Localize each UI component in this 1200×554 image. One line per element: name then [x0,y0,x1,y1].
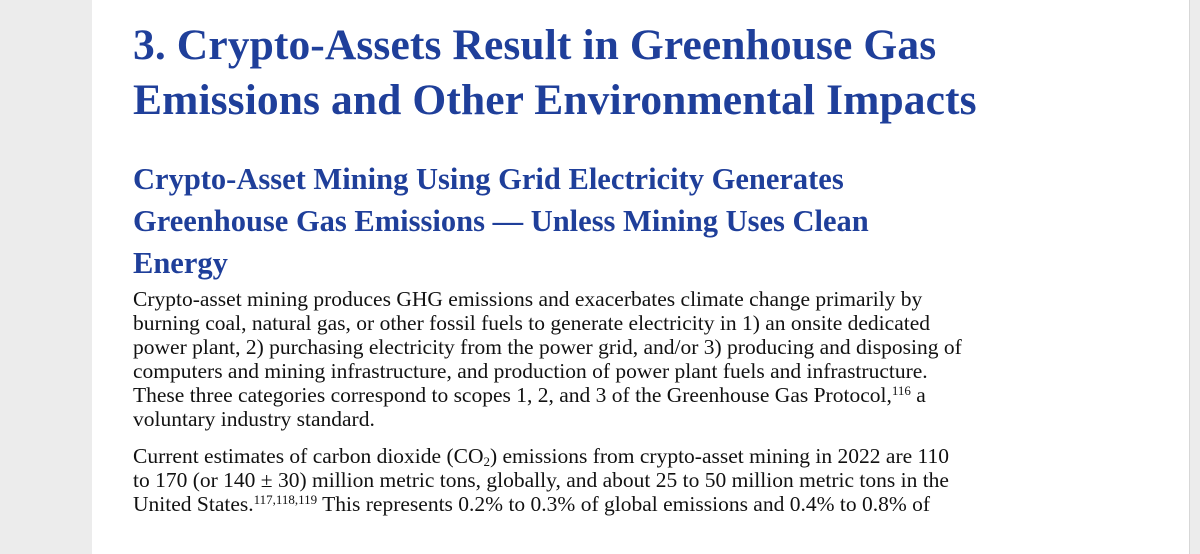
body-paragraph-2 [133,444,1033,516]
paragraph-2-line-2: to 170 (or 140 ± 30) million metric tons, globally, and about 25 to 50 million metric tons in the [133,468,949,492]
body-paragraph-1 [133,287,1033,431]
page-content [133,18,1033,516]
paragraph-2-line-3 [133,492,1033,516]
paragraph-1-line-5 [133,383,1033,407]
subheading-line-3: Energy [133,246,228,280]
section-heading-line-1: 3. Crypto-Assets Result in Greenhouse Gas [133,21,937,69]
paragraph-1-line-6: voluntary industry standard. [133,407,375,431]
subheading-line-2: Greenhouse Gas Emissions — Unless Mining Uses Clean [133,204,869,238]
paragraph-1-line-5-tail: a [910,383,926,407]
paragraph-1-line-4: computers and mining infrastructure, and production of power plant fuels and infrastructure. [133,359,928,383]
paragraph-2-line-1-tail: ) emissions from crypto-asset mining in 2022 are 110 [489,444,949,468]
paragraph-2-line-1 [133,444,1033,468]
paragraph-1-line-2: burning coal, natural gas, or other fossil fuels to generate electricity in 1) an onsite dedicated [133,311,931,335]
section-heading [133,18,1033,128]
section-heading-line-2: Emissions and Other Environmental Impacts [133,76,977,124]
paragraph-1-line-5-text: These three categories correspond to scopes 1, 2, and 3 of the Greenhouse Gas Protocol, [133,383,892,407]
paragraph-1-line-1: Crypto-asset mining produces GHG emissions and exacerbates climate change primarily by [133,287,923,311]
subheading-line-1: Crypto-Asset Mining Using Grid Electricity Generates [133,162,844,196]
paragraph-2-line-1-text: Current estimates of carbon dioxide (CO [133,444,484,468]
paragraph-2-line-3-tail: This represents 0.2% to 0.3% of global emissions and 0.4% to 0.8% of [317,492,931,516]
footnote-ref-117-118-119[interactable]: 117,118,119 [253,492,318,507]
paragraph-2-line-3-text: United States. [133,492,254,516]
paragraph-1-line-3: power plant, 2) purchasing electricity from the power grid, and/or 3) producing and disposing of [133,335,962,359]
footnote-ref-116[interactable]: 116 [891,383,911,398]
co2-subscript: 2 [483,454,490,469]
subheading [133,158,1033,284]
document-page [92,0,1190,554]
